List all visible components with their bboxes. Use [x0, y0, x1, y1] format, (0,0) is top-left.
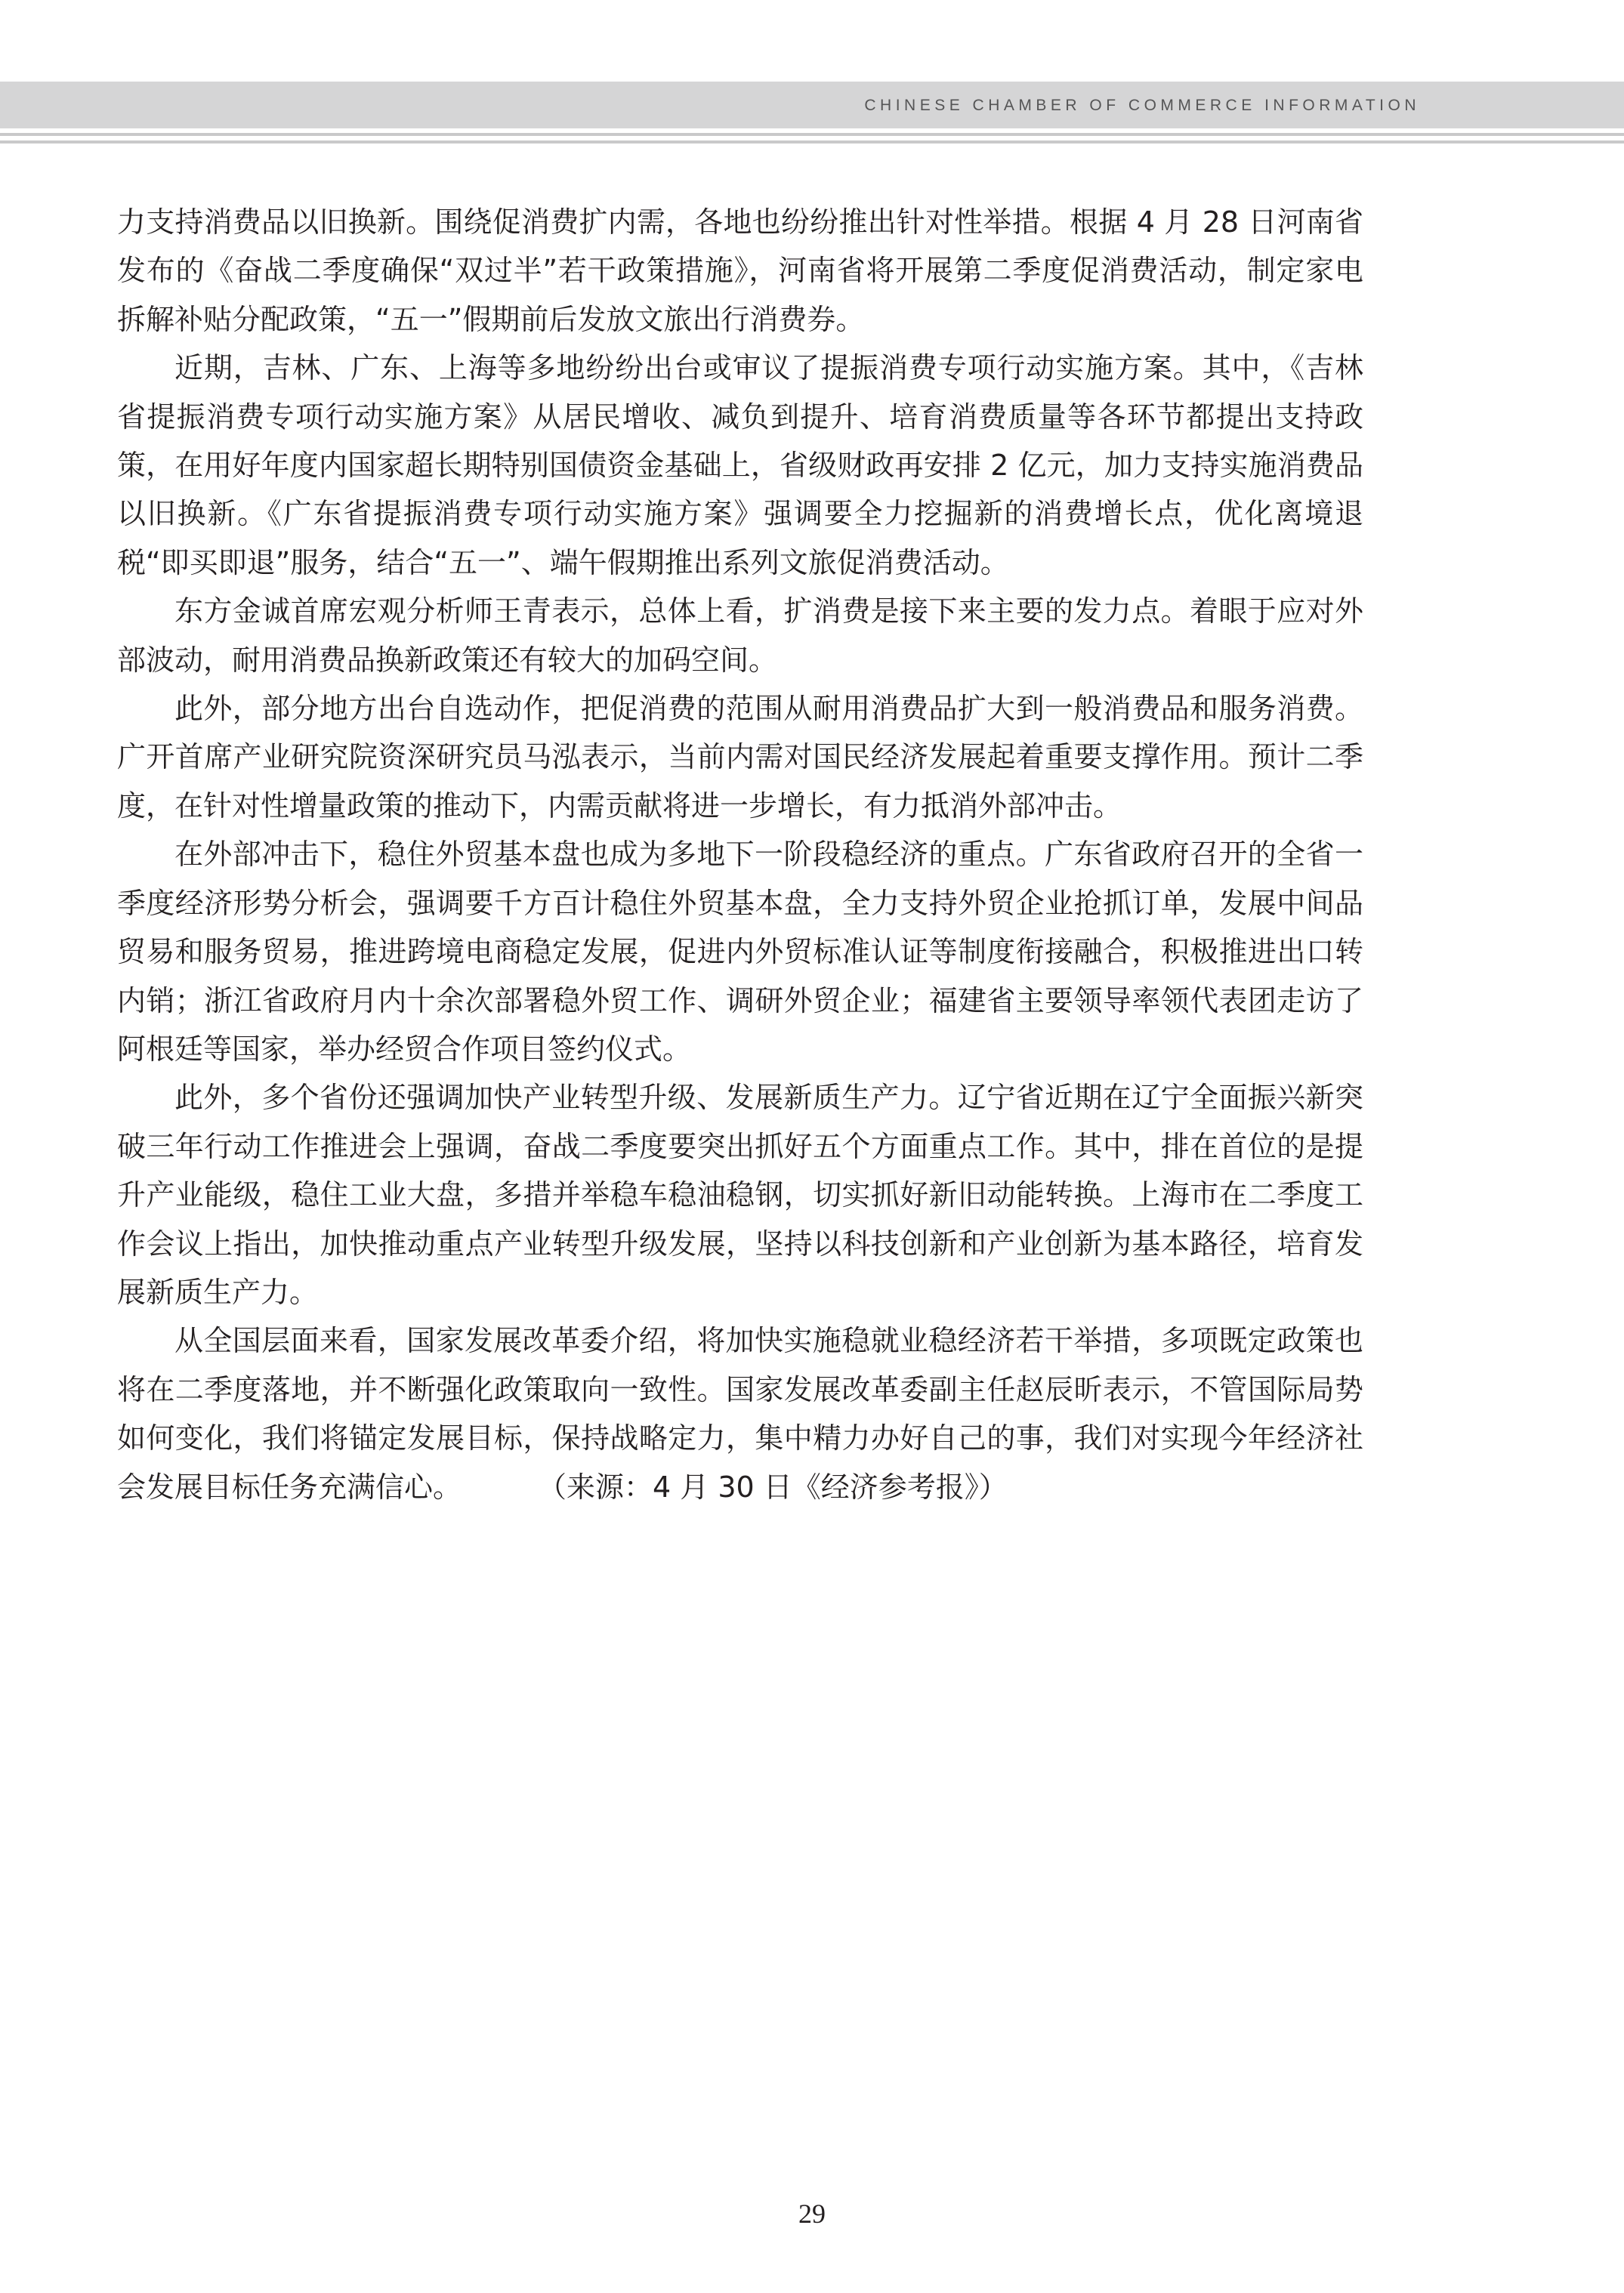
running-header-title: CHINESE CHAMBER OF COMMERCE INFORMATION	[864, 97, 1420, 114]
paragraph-7	[117, 1316, 1363, 1511]
header-rule-bottom	[0, 140, 1624, 144]
paragraph-1: 力支持消费品以旧换新。围绕促消费扩内需，各地也纷纷推出针对性举措。根据 4 月 28 日河南省发布的《奋战二季度确保“双过半”若干政策措施》，河南省将开展第二季度促消费活动，制定家电拆解补贴分配政策，“五一”假期前后发放文旅出行消费券。	[117, 205, 1363, 336]
header-rule-top	[0, 133, 1624, 136]
article-body	[117, 198, 1363, 1511]
paragraph-4: 此外，部分地方出台自选动作，把促消费的范围从耐用消费品扩大到一般消费品和服务消费。广开首席产业研究院资深研究员马泓表示，当前内需对国民经济发展起着重要支撑作用。预计二季度，在针对性增量政策的推动下，内需贡献将进一步增长，有力抵消外部冲击。	[117, 692, 1363, 822]
paragraph-5: 在外部冲击下，稳住外贸基本盘也成为多地下一阶段稳经济的重点。广东省政府召开的全省一季度经济形势分析会，强调要千方百计稳住外贸基本盘，全力支持外贸企业抢抓订单，发展中间品贸易和服务贸易，推进跨境电商稳定发展，促进内外贸标准认证等制度衔接融合，积极推进出口转内销；浙江省政府月内十余次部署稳外贸工作、调研外贸企业；福建省主要领导率领代表团走访了阿根廷等国家，举办经贸合作项目签约仪式。	[117, 838, 1363, 1066]
paragraph-2: 近期，吉林、广东、上海等多地纷纷出台或审议了提振消费专项行动实施方案。其中，《吉林省提振消费专项行动实施方案》从居民增收、减负到提升、培育消费质量等各环节都提出支持政策，在用好年度内国家超长期特别国债资金基础上，省级财政再安排 2 亿元，加力支持实施消费品以旧换新。《广东省提振消费专项行动实施方案》强调要全力挖掘新的消费增长点，优化离境退税“即买即退”服务，结合“五一”、端午假期推出系列文旅促消费活动。	[117, 351, 1363, 579]
paragraph-6: 此外，多个省份还强调加快产业转型升级、发展新质生产力。辽宁省近期在辽宁全面振兴新突破三年行动工作推进会上强调，奋战二季度要突出抓好五个方面重点工作。其中，排在首位的是提升产业能级，稳住工业大盘，多措并举稳车稳油稳钢，切实抓好新旧动能转换。上海市在二季度工作会议上指出，加快推动重点产业转型升级发展，坚持以科技创新和产业创新为基本路径，培育发展新质生产力。	[117, 1081, 1363, 1309]
page-number: 29	[798, 2199, 826, 2229]
paragraph-3: 东方金诚首席宏观分析师王青表示，总体上看，扩消费是接下来主要的发力点。着眼于应对外部波动，耐用消费品换新政策还有较大的加码空间。	[117, 594, 1363, 677]
source-citation: （来源：4 月 30 日《经济参考报》）	[552, 1470, 1008, 1504]
paragraph-7-text: 从全国层面来看，国家发展改革委介绍，将加快实施稳就业稳经济若干举措，多项既定政策也将在二季度落地，并不断强化政策取向一致性。国家发展改革委副主任赵辰昕表示，不管国际局势如何变化，我们将锚定发展目标，保持战略定力，集中精力办好自己的事，我们对实现今年经济社会发展目标任务充满信心。	[117, 1324, 1363, 1504]
